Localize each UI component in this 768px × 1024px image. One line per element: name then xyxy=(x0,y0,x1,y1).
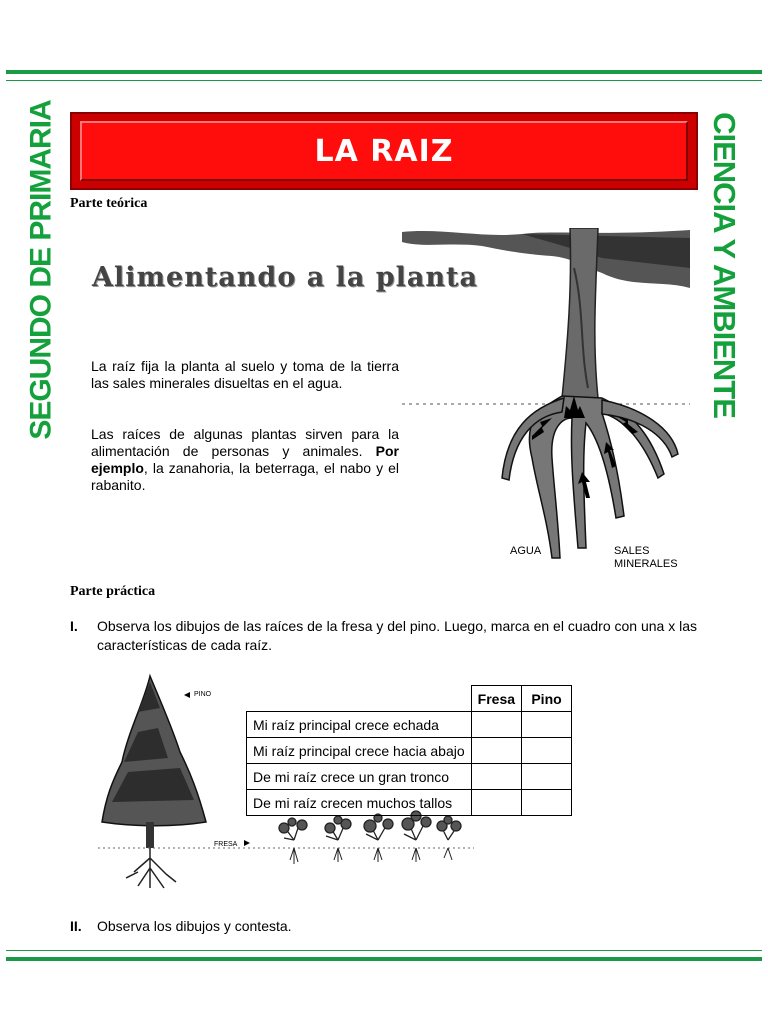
practice-label: Parte práctica xyxy=(70,584,156,599)
row-label: De mi raíz crecen muchos tallos xyxy=(247,790,472,816)
paragraph-2-start: Las raíces de algunas plantas sirven para la alimentación de personas y animales. xyxy=(91,426,399,459)
item-2-number: II. xyxy=(70,918,82,934)
header-pino: Pino xyxy=(522,686,572,712)
minerals-label-2: MINERALES xyxy=(614,558,678,570)
fresa-label: FRESA xyxy=(214,841,238,848)
water-label: AGUA xyxy=(510,545,542,557)
row-label: Mi raíz principal crece hacia abajo xyxy=(247,738,472,764)
answer-cell-pino[interactable] xyxy=(522,790,572,816)
answer-cell-fresa[interactable] xyxy=(471,738,521,764)
minerals-label-1: SALES xyxy=(614,545,650,557)
paragraph-2-bold: Por ejemplo xyxy=(91,443,399,476)
item-2-text: Observa los dibujos y contesta. xyxy=(97,918,292,934)
image-heading: Alimentando a la planta xyxy=(92,262,478,293)
paragraph-2-end: , la zanahoria, la beterraga, el nabo y el rabanito. xyxy=(91,460,399,493)
subject-label: CIENCIA Y AMBIENTE xyxy=(707,112,743,418)
answer-cell-pino[interactable] xyxy=(522,764,572,790)
item-1-number: I. xyxy=(70,618,78,634)
table-row xyxy=(247,790,572,816)
answer-cell-pino[interactable] xyxy=(522,712,572,738)
answer-cell-pino[interactable] xyxy=(522,738,572,764)
table-row xyxy=(247,764,572,790)
theory-paragraph-1: La raíz fija la planta al suelo y toma de la tierra las sales minerales disueltas en el agua. xyxy=(91,358,399,391)
table-row xyxy=(247,712,572,738)
root-characteristics-table xyxy=(246,685,572,816)
side-title-right xyxy=(700,112,748,418)
top-green-rule xyxy=(6,70,762,81)
side-title-left xyxy=(20,100,64,440)
page-title: LA RAIZ xyxy=(314,133,454,169)
bottom-green-rule xyxy=(6,950,762,961)
theory-paragraph-2 xyxy=(91,426,399,494)
header-fresa: Fresa xyxy=(471,686,521,712)
answer-cell-fresa[interactable] xyxy=(471,790,521,816)
item-1-text: Observa los dibujos de las raíces de la fresa y del pino. Luego, marca en el cuadro con una x las características de cada raíz. xyxy=(97,618,698,653)
pino-label: PINO xyxy=(194,691,212,698)
table-corner xyxy=(247,686,472,712)
table-header-row xyxy=(247,686,572,712)
grade-label: SEGUNDO DE PRIMARIA xyxy=(25,100,59,440)
answer-cell-fresa[interactable] xyxy=(471,712,521,738)
theory-label: Parte teórica xyxy=(70,196,148,211)
row-label: Mi raíz principal crece echada xyxy=(247,712,472,738)
answer-cell-fresa[interactable] xyxy=(471,764,521,790)
title-banner xyxy=(70,112,698,190)
row-label: De mi raíz crece un gran tronco xyxy=(247,764,472,790)
table-row xyxy=(247,738,572,764)
